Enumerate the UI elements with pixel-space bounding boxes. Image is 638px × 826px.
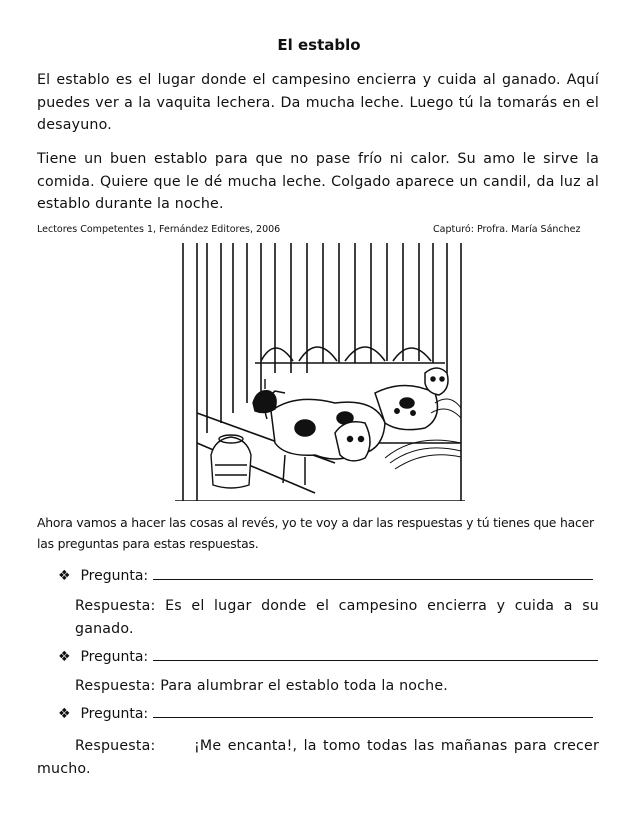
citation-source: Lectores Competentes 1, Fernández Editores, 2006 [37, 224, 281, 235]
diamond-bullet-icon: ❖ [58, 706, 71, 722]
paragraph-2: Tiene un buen establo para que no pase frío ni calor. Su amo le sirve la comida. Quiere que le dé mucha leche. Colgado aparece un candil, da luz al establo durante la noche. [37, 151, 599, 212]
barn-cows-illustration [175, 243, 465, 501]
cow-illustration-2 [375, 386, 437, 430]
page-title: El establo [277, 36, 361, 54]
diamond-bullet-icon: ❖ [58, 649, 71, 665]
answer-line[interactable] [153, 650, 598, 661]
answer-line[interactable] [153, 707, 593, 718]
lantern-icon [253, 379, 276, 413]
answer-3: Respuesta: ¡Me encanta!, la tomo todas las mañanas para crecer mucho. [37, 738, 604, 777]
diamond-bullet-icon: ❖ [58, 568, 71, 584]
citation-captured-by: Capturó: Profra. María Sánchez [433, 224, 581, 235]
milk-can-icon [211, 435, 251, 488]
question-label: Pregunta: [80, 649, 149, 665]
question-label: Pregunta: [80, 568, 149, 584]
question-label: Pregunta: [80, 706, 149, 722]
paragraph-1: El establo es el lugar donde el campesino encierra y cuida al ganado. Aquí puedes ver a la vaquita lechera. Da mucha leche. Luego tú la tomarás en el desayuno. [37, 72, 599, 133]
cow-head [425, 368, 448, 395]
instructions: Ahora vamos a hacer las cosas al revés, yo te voy a dar las respuestas y tú tienes que hacer las preguntas para estas respuestas. [37, 515, 594, 551]
cow-illustration [265, 391, 385, 485]
answer-1: Respuesta: Es el lugar donde el campesino encierra y cuida a su ganado. [75, 598, 599, 637]
question-3 [58, 706, 593, 722]
question-1 [58, 568, 593, 584]
answer-2: Respuesta: Para alumbrar el establo toda la noche. [75, 678, 448, 694]
barn-arches [255, 347, 445, 363]
question-2 [58, 649, 598, 665]
answer-line[interactable] [153, 569, 593, 580]
